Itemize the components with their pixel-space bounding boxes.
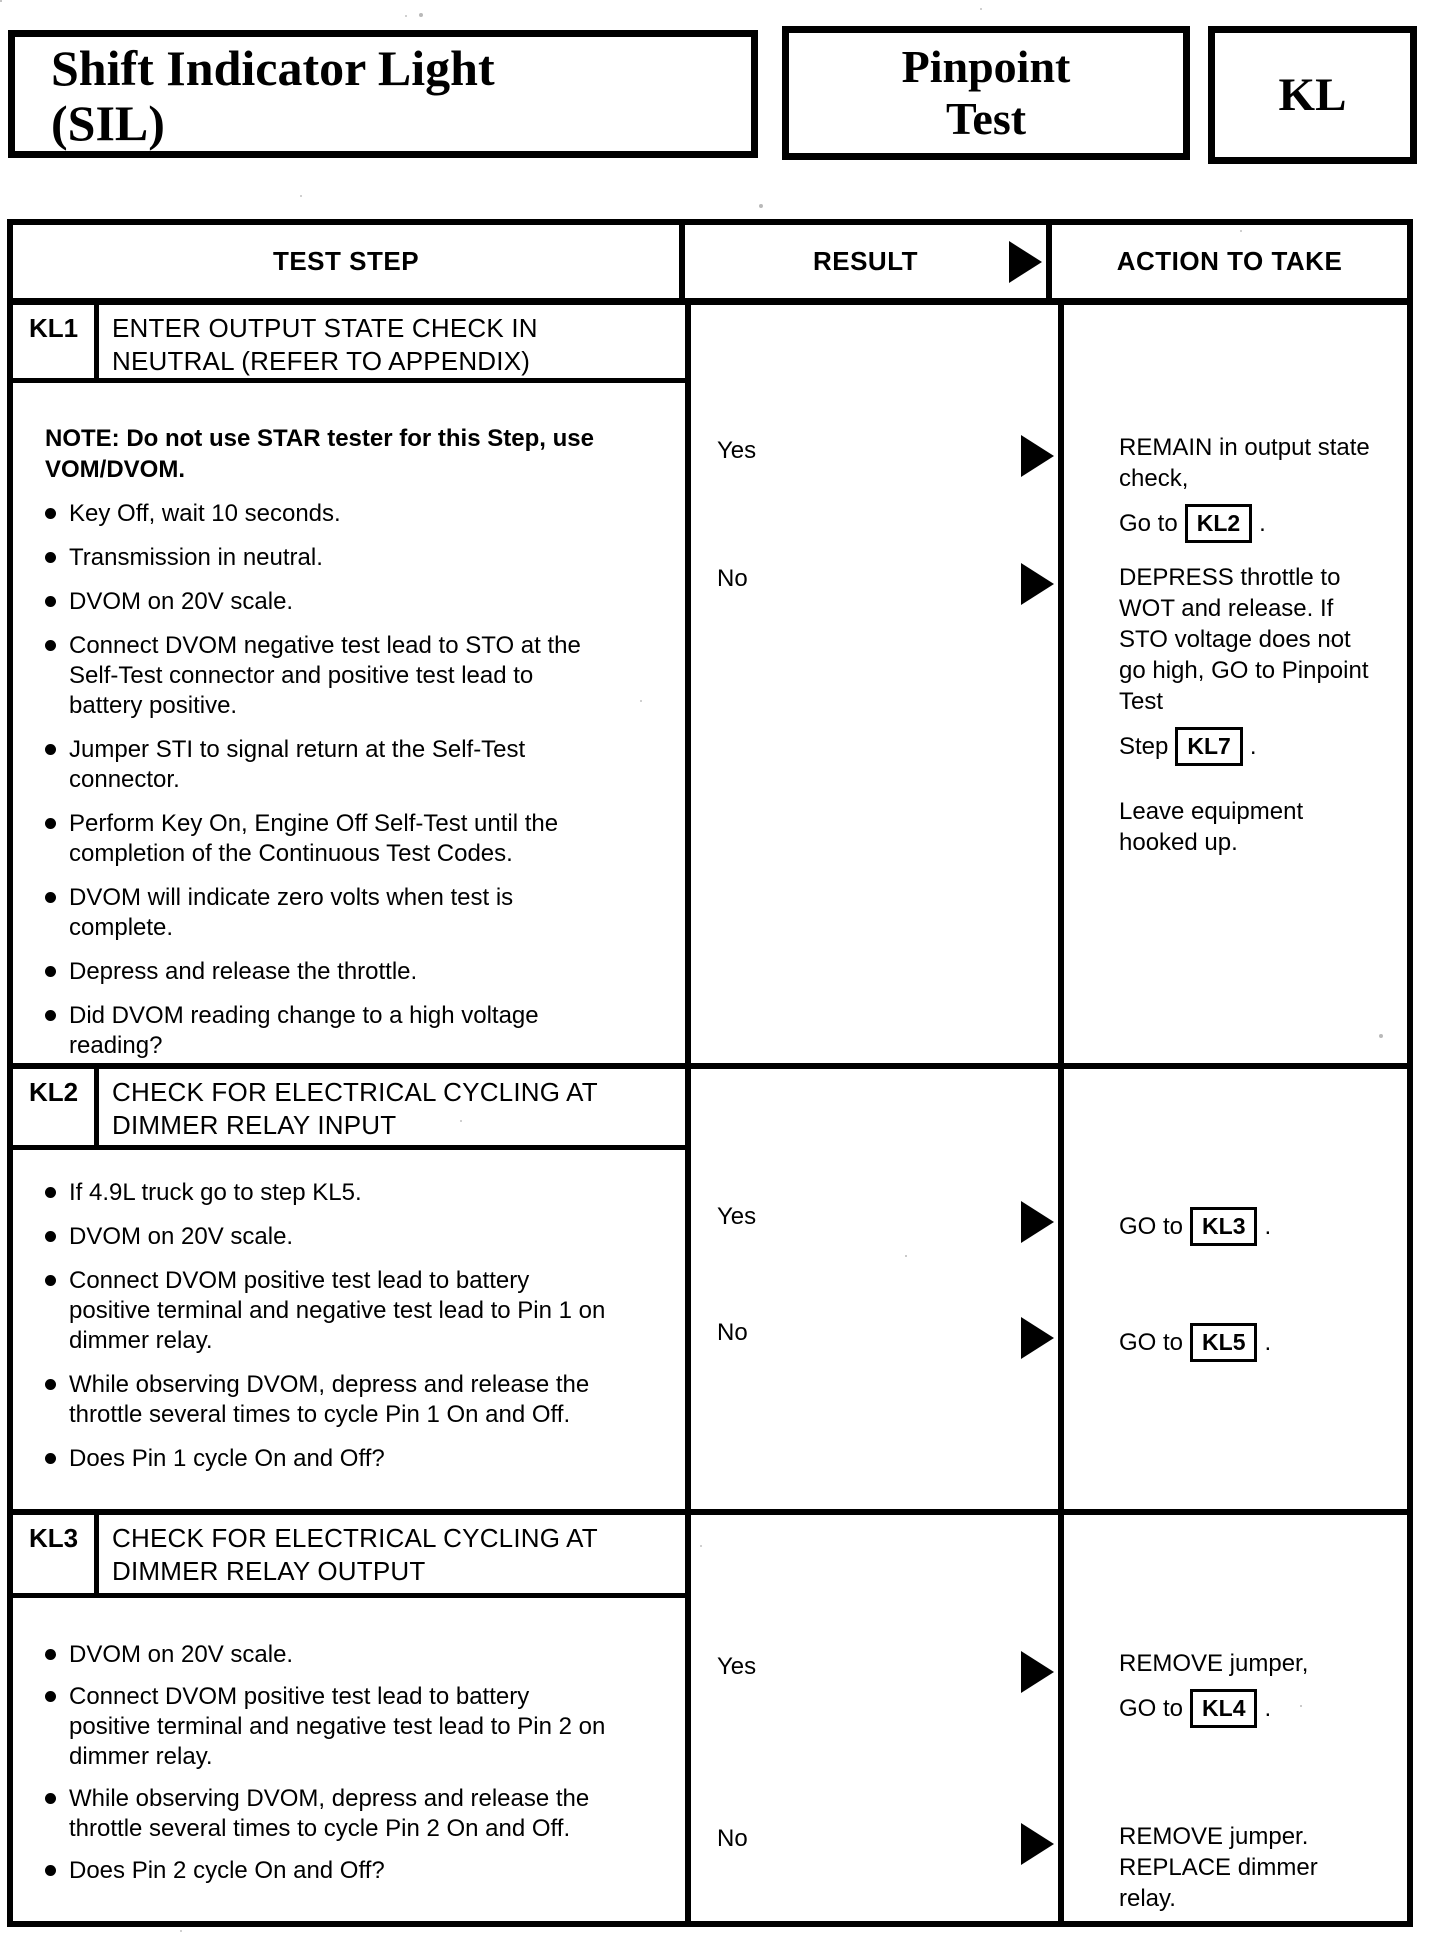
list-item: While observing DVOM, depress and release the throttle several times to cycle Pin 1 On and Off.	[45, 1370, 685, 1430]
goto-prefix: GO to	[1119, 1329, 1184, 1356]
instruction-list	[45, 1178, 685, 1474]
list-item: Connect DVOM positive test lead to battery positive terminal and negative test lead to Pin 1 on dimmer relay.	[45, 1266, 685, 1356]
list-item: If 4.9L truck go to step KL5.	[45, 1178, 685, 1208]
step-instructions	[13, 383, 685, 1075]
step-ref-box: KL2	[1185, 504, 1252, 543]
bullet-icon	[45, 818, 56, 829]
title-box	[8, 30, 758, 158]
list-item: Transmission in neutral.	[45, 543, 685, 573]
step-title: CHECK FOR ELECTRICAL CYCLING AT DIMMER RELAY INPUT	[112, 1077, 598, 1140]
goto-prefix: GO to	[1119, 1695, 1184, 1722]
test-code: KL	[1278, 69, 1347, 121]
bullet-icon	[45, 640, 56, 651]
bullet-icon	[45, 1865, 56, 1876]
goto-suffix: .	[1259, 510, 1266, 537]
step-ref-box: KL4	[1190, 1689, 1257, 1728]
step-title: CHECK FOR ELECTRICAL CYCLING AT DIMMER RELAY OUTPUT	[112, 1523, 598, 1586]
action-for-no	[1119, 1821, 1371, 1914]
result-arrow-icon	[1021, 1651, 1054, 1693]
action-column	[1064, 305, 1407, 1063]
step-title-band	[13, 1069, 685, 1150]
action-column	[1064, 1069, 1407, 1509]
list-item: Does Pin 2 cycle On and Off?	[45, 1856, 685, 1886]
result-label-yes: Yes	[717, 1203, 757, 1230]
goto-suffix: .	[1249, 733, 1257, 760]
bullet-icon	[45, 552, 56, 563]
result-label-yes: Yes	[717, 437, 757, 464]
bullet-icon	[45, 1010, 56, 1021]
list-item: DVOM will indicate zero volts when test is complete.	[45, 883, 685, 943]
step-ref-box: KL7	[1175, 727, 1242, 766]
list-item: DVOM on 20V scale.	[45, 1640, 685, 1670]
action-text: REMOVE jumper. REPLACE dimmer relay.	[1119, 1823, 1318, 1912]
step-code: KL2	[13, 1069, 99, 1145]
list-item: Perform Key On, Engine Off Self-Test until the completion of the Continuous Test Codes.	[45, 809, 685, 869]
step-title-band	[13, 1515, 685, 1598]
pinpoint-test-table	[7, 219, 1413, 1927]
goto-line	[1119, 727, 1371, 766]
goto-suffix: .	[1264, 1695, 1272, 1722]
bullet-icon	[45, 1691, 56, 1702]
result-column	[691, 305, 1064, 1063]
bullet-icon	[45, 1379, 56, 1390]
list-item: Depress and release the throttle.	[45, 957, 685, 987]
goto-line	[1119, 1207, 1371, 1246]
step-instructions	[13, 1150, 685, 1488]
list-item: Does Pin 1 cycle On and Off?	[45, 1444, 685, 1474]
step-code: KL3	[13, 1515, 99, 1593]
column-header-test-step: TEST STEP	[13, 225, 685, 298]
step-title: ENTER OUTPUT STATE CHECK IN NEUTRAL (REFER TO APPENDIX)	[112, 313, 538, 376]
page-title-line2: (SIL)	[51, 95, 165, 151]
bullet-icon	[45, 1275, 56, 1286]
goto-prefix: GO to	[1119, 1213, 1184, 1240]
bullet-icon	[45, 1793, 56, 1804]
list-item: DVOM on 20V scale.	[45, 587, 685, 617]
test-step-column	[13, 305, 691, 1063]
test-code-box	[1208, 26, 1417, 164]
pinpoint-test-box	[782, 26, 1190, 160]
goto-suffix: .	[1264, 1329, 1272, 1356]
action-column	[1064, 1515, 1407, 1921]
list-item: Jumper STI to signal return at the Self-Test connector.	[45, 735, 685, 795]
action-for-yes	[1119, 1648, 1371, 1728]
result-label-no: No	[717, 565, 748, 592]
result-column	[691, 1515, 1064, 1921]
action-for-no	[1119, 562, 1371, 858]
instruction-list	[45, 1640, 685, 1886]
goto-prefix: Step	[1119, 733, 1169, 760]
action-for-no	[1119, 1313, 1371, 1362]
action-text: REMAIN in output state check,	[1119, 434, 1370, 492]
result-arrow-icon	[1009, 241, 1042, 283]
bullet-icon	[45, 1187, 56, 1198]
result-label-no: No	[717, 1319, 748, 1346]
test-step-column	[13, 1515, 691, 1921]
doc-type-line1: Pinpoint	[901, 41, 1071, 92]
goto-prefix: Go to	[1119, 510, 1178, 537]
list-item: Did DVOM reading change to a high voltage reading?	[45, 1001, 685, 1061]
result-label-yes: Yes	[717, 1653, 757, 1680]
result-arrow-icon	[1021, 1317, 1054, 1359]
result-arrow-icon	[1021, 1201, 1054, 1243]
list-item: Key Off, wait 10 seconds.	[45, 499, 685, 529]
instruction-list	[45, 499, 685, 1061]
goto-line	[1119, 504, 1371, 543]
list-item: Connect DVOM negative test lead to STO at the Self-Test connector and positive test lead to battery positive.	[45, 631, 685, 721]
step-title-band	[13, 305, 685, 383]
action-extra-text: Leave equipment hooked up.	[1119, 798, 1304, 856]
test-step-section-kl1	[13, 305, 1407, 1069]
result-label-no: No	[717, 1825, 748, 1852]
action-for-yes	[1119, 432, 1371, 543]
goto-suffix: .	[1264, 1213, 1272, 1240]
test-step-column	[13, 1069, 691, 1509]
goto-line	[1119, 1323, 1371, 1362]
test-step-section-kl3	[13, 1515, 1407, 1921]
bullet-icon	[45, 1231, 56, 1242]
page-title-line1: Shift Indicator Light	[51, 40, 495, 96]
list-item: Connect DVOM positive test lead to battery positive terminal and negative test lead to Pin 2 on dimmer relay.	[45, 1682, 685, 1772]
action-for-yes	[1119, 1197, 1371, 1246]
test-step-section-kl2	[13, 1069, 1407, 1515]
column-header-action: ACTION TO TAKE	[1116, 246, 1343, 276]
result-header-label: RESULT	[812, 246, 919, 276]
bullet-icon	[45, 596, 56, 607]
scan-noise	[0, 0, 2, 2]
result-arrow-icon	[1021, 563, 1054, 605]
action-text: REMOVE jumper,	[1119, 1650, 1309, 1677]
list-item: While observing DVOM, depress and release the throttle several times to cycle Pin 2 On and Off.	[45, 1784, 685, 1844]
column-header-result	[685, 225, 1052, 298]
list-item: DVOM on 20V scale.	[45, 1222, 685, 1252]
doc-type-line2: Test	[945, 93, 1027, 144]
doc-type-label	[902, 41, 1071, 145]
result-arrow-icon	[1021, 435, 1054, 477]
bullet-icon	[45, 744, 56, 755]
goto-line	[1119, 1689, 1371, 1728]
step-code: KL1	[13, 305, 99, 378]
result-column	[691, 1069, 1064, 1509]
bullet-icon	[45, 1649, 56, 1660]
result-arrow-icon	[1021, 1823, 1054, 1865]
note-text: NOTE: Do not use STAR tester for this Step, use VOM/DVOM.	[45, 425, 594, 483]
bullet-icon	[45, 508, 56, 519]
step-ref-box: KL3	[1190, 1207, 1257, 1246]
step-ref-box: KL5	[1190, 1323, 1257, 1362]
bullet-icon	[45, 892, 56, 903]
bullet-icon	[45, 966, 56, 977]
action-text: DEPRESS throttle to WOT and release. If STO voltage does not go high, GO to Pinpoint Test	[1119, 564, 1369, 715]
bullet-icon	[45, 1453, 56, 1464]
step-instructions	[13, 1598, 685, 1898]
table-header-row	[13, 225, 1407, 305]
page-title	[15, 37, 751, 151]
